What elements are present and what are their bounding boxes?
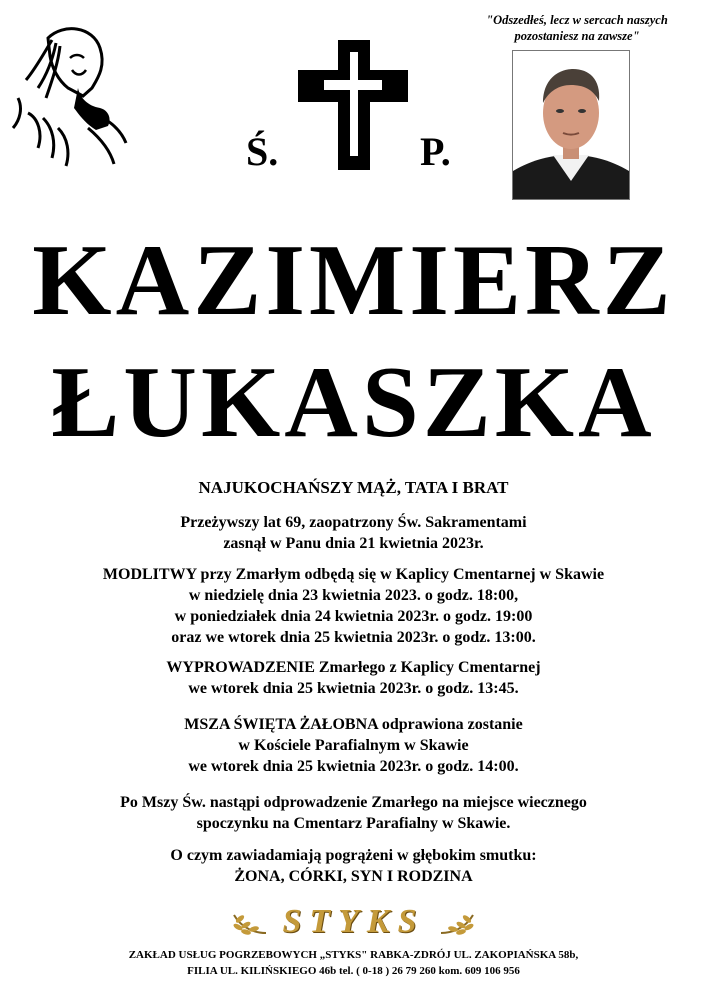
prefix-left: Ś. bbox=[246, 129, 279, 174]
mass-line-1: MSZA ŚWIĘTA ŻAŁOBNA odprawiona zostanie bbox=[184, 716, 523, 733]
praying-jesus-illustration bbox=[8, 18, 128, 168]
mourners-notice bbox=[0, 845, 707, 887]
family-relation: NAJUKOCHAŃSZY MĄŻ, TATA I BRAT bbox=[198, 478, 509, 497]
burial-line-1: Po Mszy Św. nastąpi odprowadzenie Zmarłego na miejsce wiecznego bbox=[120, 794, 587, 811]
departure-line-2: we wtorek dnia 25 kwietnia 2023r. o godz. 13:45. bbox=[188, 680, 519, 697]
prayers-schedule bbox=[0, 564, 707, 648]
logo-text: STYKS bbox=[282, 903, 425, 940]
death-line-1: Przeżywszy lat 69, zaopatrzony Św. Sakramentami bbox=[180, 514, 527, 531]
prefix-right: P. bbox=[420, 129, 451, 174]
mass-line-2: w Kościele Parafialnym w Skawie bbox=[238, 737, 469, 754]
mass-line-3: we wtorek dnia 25 kwietnia 2023r. o godz. 14:00. bbox=[188, 758, 519, 775]
deceased-last-name: ŁUKASZKA bbox=[51, 346, 656, 459]
mourners-line-2: ŻONA, CÓRKI, SYN I RODZINA bbox=[234, 868, 473, 885]
prayers-line-1: MODLITWY przy Zmarłym odbędą się w Kaplicy Cmentarnej w Skawie bbox=[102, 566, 605, 583]
laurel-left-icon bbox=[230, 907, 268, 937]
prayers-line-4: oraz we wtorek dnia 25 kwietnia 2023r. o godz. 13:00. bbox=[171, 629, 536, 646]
burial-line-2: spoczynku na Cmentarz Parafialny w Skawie. bbox=[196, 815, 511, 832]
death-notice bbox=[0, 512, 707, 554]
prayers-line-2: w niedzielę dnia 23 kwietnia 2023. o godz. 18:00, bbox=[188, 587, 519, 604]
laurel-right-icon bbox=[439, 907, 477, 937]
burial-notice bbox=[0, 792, 707, 834]
deceased-first-name: KAZIMIERZ bbox=[32, 224, 675, 337]
funeral-mass-schedule bbox=[0, 714, 707, 777]
footer-line-1: ZAKŁAD USŁUG POGRZEBOWYCH „STYKS" RABKA-ZDRÓJ UL. ZAKOPIAŃSKA 58b, bbox=[128, 949, 579, 961]
death-line-2: zasnął w Panu dnia 21 kwietnia 2023r. bbox=[223, 535, 484, 552]
portrait-image bbox=[513, 51, 629, 199]
quote-line-1: "Odszedłeś, lecz w sercach naszych bbox=[486, 13, 668, 27]
deceased-photo bbox=[512, 50, 630, 200]
cross-icon bbox=[298, 40, 408, 170]
quote-line-2: pozostaniesz na zawsze" bbox=[514, 29, 640, 43]
footer-line-2: FILIA UL. KILIŃSKIEGO 46b tel. ( 0-18 ) 26 79 260 kom. 609 106 956 bbox=[187, 965, 520, 977]
departure-schedule bbox=[0, 657, 707, 699]
memorial-quote bbox=[477, 12, 677, 44]
funeral-home-footer bbox=[0, 947, 707, 979]
mourners-line-1: O czym zawiadamiają pogrążeni w głębokim smutku: bbox=[170, 847, 537, 864]
prayers-line-3: w poniedziałek dnia 24 kwietnia 2023r. o godz. 19:00 bbox=[174, 608, 533, 625]
departure-line-1: WYPROWADZENIE Zmarłego z Kaplicy Cmentarnej bbox=[166, 659, 541, 676]
styks-logo bbox=[0, 903, 707, 941]
